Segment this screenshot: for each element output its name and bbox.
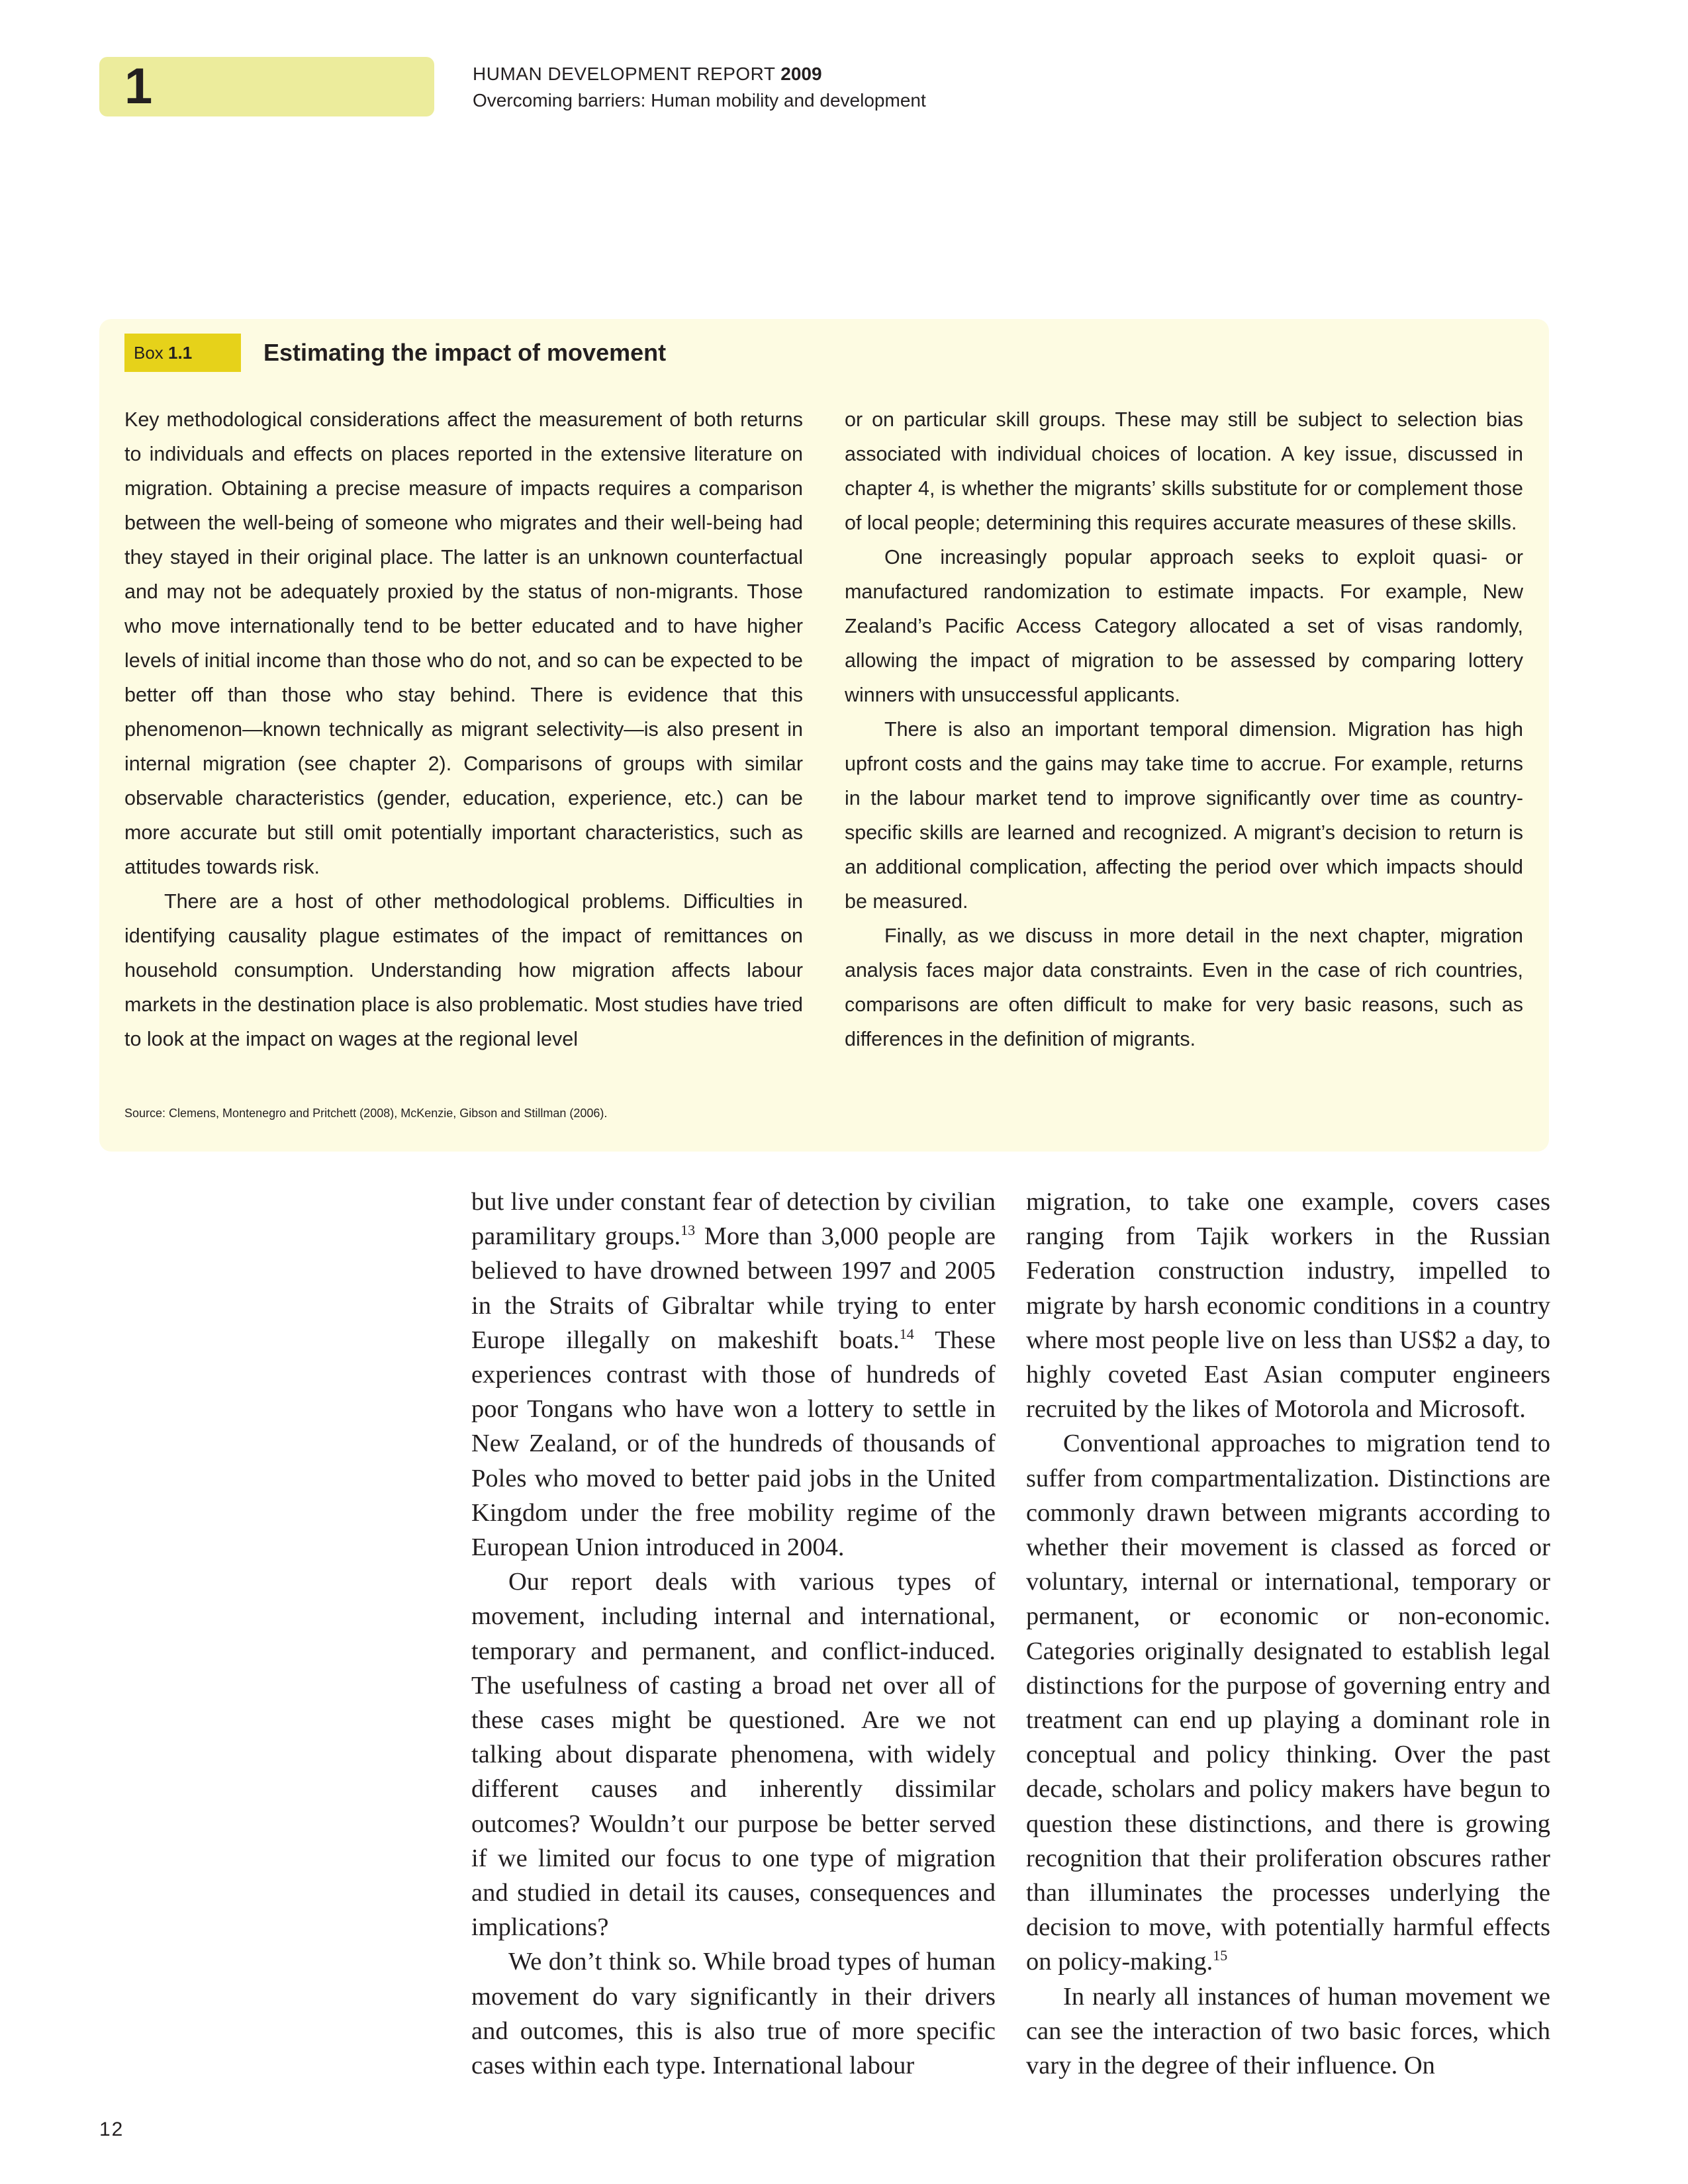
footnote-ref-13[interactable]: 13: [680, 1222, 696, 1239]
body-paragraph: We don’t think so. While broad types of human movement do vary significantly in their drivers and outcomes, this is also true of more specific cases within each type. International labour: [471, 1948, 996, 2080]
body-paragraph: [471, 1185, 996, 1565]
body-text: These experiences contrast with those of hundreds of poor Tongans who have won a lottery to settle in New Zealand, or of the hundreds of thousands of Poles who moved to better paid jobs in the United Kingdom under the free mobility regime of the European Union introduced in 2004.: [471, 1326, 996, 1562]
box-label-tag: [124, 334, 241, 372]
box-paragraph: Key methodological considerations affect the measurement of both returns to individuals and effects on places reported in the extensive literature on migration. Obtaining a precise measure of impacts requires a comparison between the well-being of someone who migrates and their well-being had they stayed in their original place. The latter is an unknown counterfactual and may not be adequately proxied by the status of non-migrants. Those who move internationally tend to be better educated and to have higher levels of initial income than those who do not, and so can be expected to be better off than those who stay behind. There is evidence that this phenomenon—known technically as migrant selectivity—is also present in internal migration (see chapter 2). Comparisons of groups with similar observable characteristics (gender, education, experience, etc.) can be more accurate but still omit potentially important characteristics, such as attitudes towards risk.: [124, 408, 803, 878]
chapter-number: 1: [124, 58, 153, 114]
footnote-ref-15[interactable]: 15: [1213, 1947, 1228, 1964]
box-number: 1.1: [168, 343, 193, 363]
box-label: Box: [134, 343, 164, 363]
box-column-right: [845, 402, 1523, 1056]
body-paragraph: migration, to take one example, covers cases ranging from Tajik workers in the Russian Federation construction industry, impelled to migrate by harsh economic conditions in a country where most people live on less than US$2 a day, to highly coveted East Asian computer engineers recruited by the likes of Motorola and Microsoft.: [1026, 1188, 1550, 1424]
body-paragraph: Our report deals with various types of movement, including internal and international, temporary and permanent, and conflict-induced. The usefulness of casting a broad net over all of these cases might be questioned. Are we not talking about disparate phenomena, with widely different causes and inherently dissimilar outcomes? Wouldn’t our purpose be better served if we limited our focus to one type of migration and studied in detail its causes, consequences and implications?: [471, 1568, 996, 1942]
body-paragraph: [1026, 1426, 1550, 1979]
box-paragraph: There is also an important temporal dimension. Migration has high upfront costs and the gains may take time to accrue. For example, returns in the labour market tend to improve significantly over time as country-specific skills are learned and recognized. A migrant’s decision to return is an additional complication, affecting the period over which impacts should be measured.: [845, 718, 1523, 913]
chapter-number-tab: [99, 57, 434, 116]
box-paragraph: or on particular skill groups. These may still be subject to selection bias associated with individual choices of location. A key issue, discussed in chapter 4, is whether the migrants’ skills substitute for or complement those of local people; determining this requires accurate measures of these skills.: [845, 408, 1523, 534]
box-column-left: [124, 402, 803, 1056]
body-text: but live under constant fear of detection by civilian paramilitary groups.: [471, 1188, 996, 1251]
box-title: Estimating the impact of movement: [263, 339, 667, 366]
page-number: 12: [99, 2118, 124, 2140]
box-source-note: Source: Clemens, Montenegro and Pritchett (2008), McKenzie, Gibson and Stillman (2006).: [124, 1107, 608, 1120]
report-title-line: [473, 61, 926, 87]
body-paragraph: In nearly all instances of human movement we can see the interaction of two basic forces, which vary in the degree of their influence. On: [1026, 1982, 1550, 2080]
body-text: More than 3,000 people are believed to have drowned between 1997 and 2005 in the Straits of Gibraltar while trying to enter Europe illegally on makeshift boats.: [471, 1222, 996, 1354]
box-paragraph: One increasingly popular approach seeks to exploit quasi- or manufactured randomization to estimate impacts. For example, New Zealand’s Pacific Access Category allocated a set of visas randomly, allowing the impact of migration to be assessed by comparing lottery winners with unsuccessful applicants.: [845, 546, 1523, 706]
report-subtitle: Overcoming barriers: Human mobility and development: [473, 90, 926, 111]
body-column-right: [1026, 1185, 1550, 2083]
box-paragraph: Finally, as we discuss in more detail in the next chapter, migration analysis faces major data constraints. Even in the case of rich countries, comparisons are often difficult to make for very basic reasons, such as differences in the definition of migrants.: [845, 925, 1523, 1050]
footnote-ref-14[interactable]: 14: [899, 1325, 914, 1342]
box-paragraph: There are a host of other methodological problems. Difficulties in identifying causality plague estimates of the impact of remittances on household consumption. Understanding how migration affects labour markets in the destination place is also problematic. Most studies have tried to look at the impact on wages at the regional level: [124, 890, 803, 1050]
body-column-left: [471, 1185, 996, 2083]
running-head: [473, 61, 926, 114]
box-1-1: [99, 319, 1549, 1152]
body-text: Conventional approaches to migration tend to suffer from compartmentalization. Distinctions are commonly drawn between migrants according to whether their movement is classed as forced or voluntary, internal or international, temporary or permanent, or economic or non-economic. Categories originally designated to establish legal distinctions for the purpose of governing entry and treatment can end up playing a dominant role in conceptual and policy thinking. Over the past decade, scholars and policy makers have begun to question these distinctions, and there is growing recognition that their proliferation obscures rather than illuminates the processes underlying the decision to move, with potentially harmful effects on policy-making.: [1026, 1430, 1550, 1976]
report-title: HUMAN DEVELOPMENT REPORT: [473, 64, 776, 84]
report-year: 2009: [780, 64, 822, 84]
